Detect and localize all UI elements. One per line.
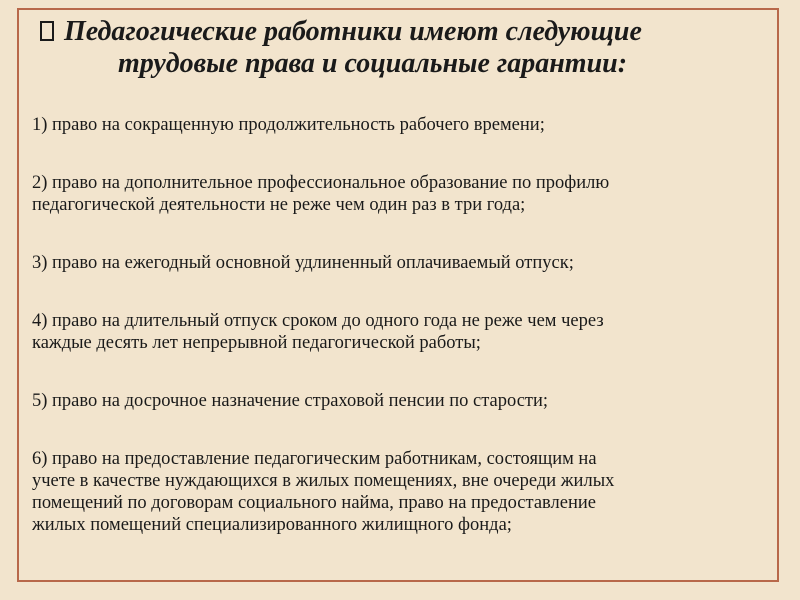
list-item: 5) право на досрочное назначение страховой пенсии по старости;: [32, 391, 549, 411]
square-bullet-icon: [40, 21, 54, 41]
list-item: 2) право на дополнительное профессиональное образование по профилю педагогической деятельности не реже чем один раз в три года;: [32, 173, 610, 215]
slide-title: [40, 16, 780, 80]
title-line-2: трудовые права и социальные гарантии:: [118, 48, 628, 79]
list-item: 3) право на ежегодный основной удлиненный оплачиваемый отпуск;: [32, 253, 574, 273]
list-item: 1) право на сокращенную продолжительность рабочего времени;: [32, 115, 545, 135]
list-item: 6) право на предоставление педагогическим работникам, состоящим на учете в качестве нуждающихся в жилых помещениях, вне очереди жилых помещений по договорам социального найма, право на предоставление жилых помещений специализированного жилищного фонда;: [32, 449, 615, 535]
list-item: 4) право на длительный отпуск сроком до одного года не реже чем через каждые десять лет непрерывной педагогической работы;: [32, 311, 604, 353]
title-line-1: Педагогические работники имеют следующие: [64, 16, 642, 47]
rights-list: [32, 114, 772, 572]
